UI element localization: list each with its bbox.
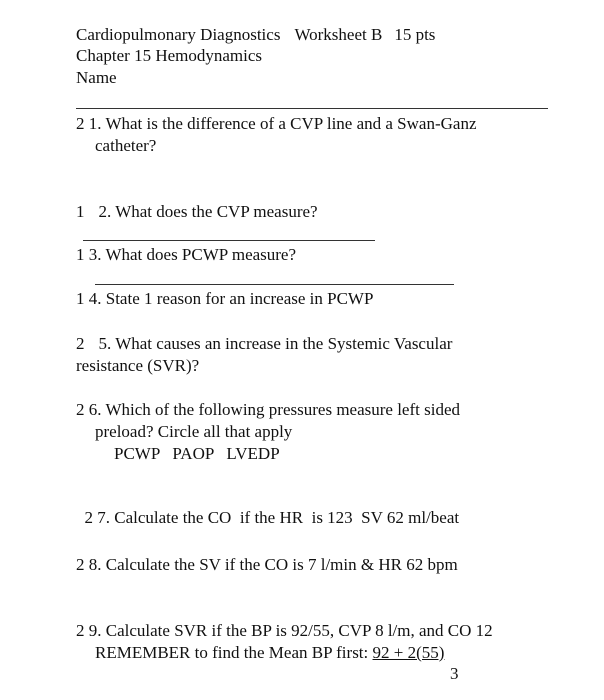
answer-line[interactable] — [83, 240, 375, 241]
question-8 — [76, 555, 458, 575]
question-points: 1 — [76, 202, 85, 221]
question-text: What causes an increase in the Systemic Vascular — [115, 334, 453, 353]
question-5 — [76, 334, 452, 354]
total-points: 15 pts — [394, 25, 436, 44]
question-text: Which of the following pressures measure left sided — [105, 400, 460, 419]
course-name: Cardiopulmonary Diagnostics — [76, 25, 281, 44]
question-points: 2 — [76, 334, 85, 353]
reminder-text: REMEMBER to find the Mean BP first: — [95, 643, 369, 662]
question-points: 2 — [76, 114, 85, 133]
worksheet-label: Worksheet B — [294, 25, 383, 44]
question-number: 7. — [97, 508, 110, 527]
chapter-title: Chapter 15 Hemodynamics — [76, 46, 263, 65]
question-9 — [76, 621, 493, 641]
answer-options[interactable]: PCWP PAOP LVEDP — [114, 444, 280, 463]
question-number: 6. — [88, 400, 102, 419]
formula-numerator: 92 + 2(55) — [372, 643, 445, 662]
formula-denominator: 3 — [450, 664, 459, 683]
question-points: 2 — [84, 508, 93, 527]
question-6 — [76, 400, 460, 420]
question-points: 1 — [76, 289, 85, 308]
question-1 — [76, 114, 477, 134]
question-number: 1. — [88, 114, 102, 133]
question-text: What does the CVP measure? — [115, 202, 318, 221]
question-number: 8. — [88, 555, 102, 574]
answer-line[interactable] — [95, 284, 454, 285]
question-7 — [76, 488, 459, 528]
question-1-continuation: catheter? — [95, 136, 157, 155]
name-answer-line[interactable] — [76, 108, 548, 109]
question-number: 5. — [98, 334, 112, 353]
question-points: 2 — [76, 400, 85, 419]
question-text: State 1 reason for an increase in PCWP — [105, 289, 374, 308]
question-3 — [76, 245, 296, 265]
question-points: 2 — [76, 621, 85, 640]
question-number: 3. — [88, 245, 102, 264]
question-number: 4. — [88, 289, 102, 308]
question-2 — [76, 202, 318, 222]
question-text: Calculate SVR if the BP is 92/55, CVP 8 l/m, and CO 12 — [105, 621, 493, 640]
question-4 — [76, 289, 373, 309]
question-points: 2 — [76, 555, 85, 574]
worksheet-title — [76, 25, 435, 45]
question-5-continuation: resistance (SVR)? — [76, 356, 200, 375]
question-text: What does PCWP measure? — [105, 245, 297, 264]
question-number: 2. — [98, 202, 112, 221]
question-points: 1 — [76, 245, 85, 264]
question-6-continuation: preload? Circle all that apply — [95, 422, 293, 441]
question-text: Calculate the SV if the CO is 7 l/min & HR 62 bpm — [105, 555, 458, 574]
question-text: Calculate the CO if the HR is 123 SV 62 ml/beat — [114, 508, 460, 527]
question-number: 9. — [88, 621, 102, 640]
question-9-continuation — [95, 643, 444, 663]
question-text: What is the difference of a CVP line and a Swan-Ganz — [105, 114, 477, 133]
name-label: Name — [76, 68, 117, 87]
